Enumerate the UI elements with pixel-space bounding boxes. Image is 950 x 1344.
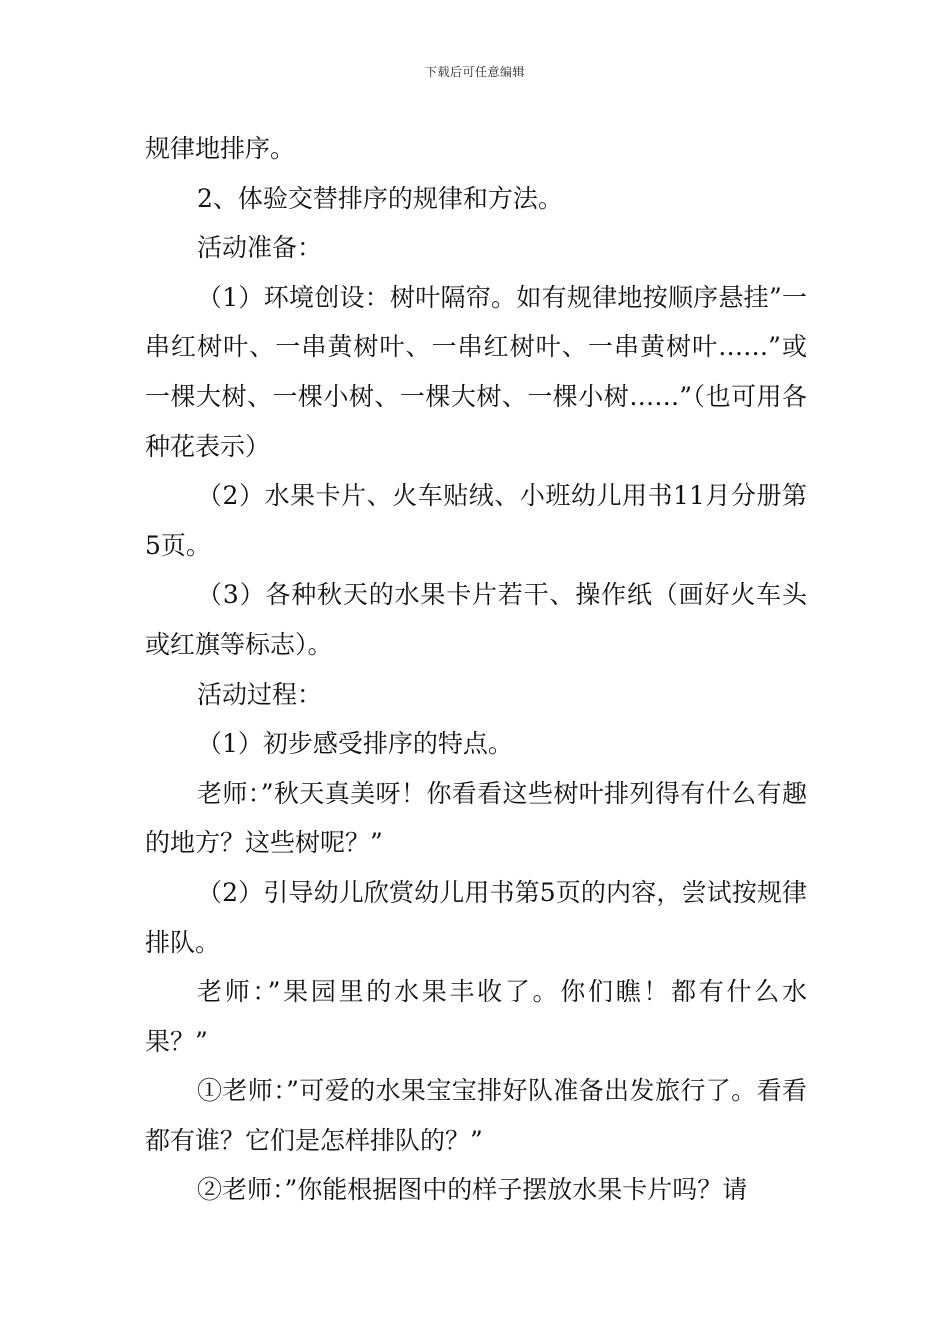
paragraph-5: （2）水果卡片、火车贴绒、小班幼儿用书11月分册第5页。	[145, 481, 807, 560]
page-header: 下载后可任意编辑	[424, 65, 525, 79]
document-body	[145, 124, 807, 1215]
paragraph-3: 活动准备：	[197, 233, 323, 263]
paragraph-1: 规律地排序。	[145, 134, 296, 163]
paragraph-6: （3）各种秋天的水果卡片若干、操作纸（画好火车头或红旗等标志）。	[145, 580, 807, 659]
paragraph-13: ②老师：”你能根据图中的样子摆放水果卡片吗？请	[197, 1175, 748, 1205]
paragraph-9: 老师：”秋天真美呀！你看看这些树叶排列得有什么有趣的地方？这些树呢？”	[145, 778, 807, 858]
paragraph-7: 活动过程：	[197, 679, 323, 709]
paragraph-4: （1）环境创设：树叶隔帘。如有规律地按顺序悬挂”一串红树叶、一串黄树叶、一串红树叶、一串黄树叶……”或一棵大树、一棵小树、一棵大树、一棵小树……”（也可用各种花表示）	[145, 282, 807, 461]
paragraph-2: 2、体验交替排序的规律和方法。	[197, 183, 563, 213]
paragraph-10: （2）引导幼儿欣赏幼儿用书第5页的内容，尝试按规律排队。	[145, 877, 807, 957]
paragraph-11: 老师：”果园里的水果丰收了。你们瞧！都有什么水果？”	[145, 977, 807, 1056]
paragraph-12: ①老师：”可爱的水果宝宝排好队准备出发旅行了。看看都有谁？它们是怎样排队的？”	[145, 1076, 807, 1155]
paragraph-8: （1）初步感受排序的特点。	[197, 729, 513, 759]
